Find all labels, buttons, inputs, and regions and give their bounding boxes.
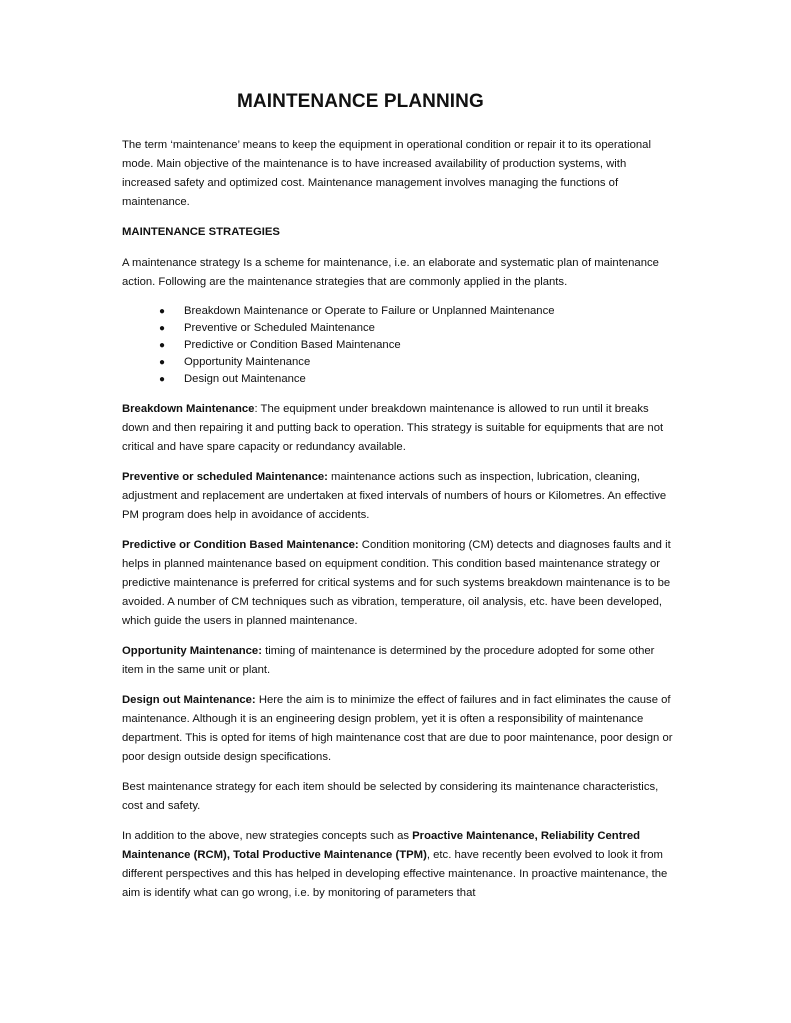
opportunity-label: Opportunity Maintenance: — [122, 645, 262, 657]
preventive-label: Preventive or scheduled Maintenance: — [122, 471, 328, 483]
opportunity-text: timing of maintenance is determined by the procedure adopted for some other item in the same unit or plant. — [122, 645, 655, 676]
strategies-intro-paragraph: A maintenance strategy Is a scheme for maintenance, i.e. an elaborate and systematic plan of maintenance action. Following are the maintenance strategies that are commonly applied in the plants. — [122, 257, 659, 288]
best-strategy-paragraph: Best maintenance strategy for each item should be selected by considering its maintenance characteristics, cost and safety. — [122, 781, 659, 812]
design-out-text: Here the aim is to minimize the effect of failures and in fact eliminates the cause of maintenance. Although it is an engineering design problem, yet it is often a responsibility of maintenance department. This is opted for items of high maintenance cost that are due to poor maintenance, poor design or poor design outside design specifications. — [122, 694, 673, 763]
new-strategies-rest: , etc. have recently been evolved to look it from different perspectives and this has helped in developing effective maintenance. In proactive maintenance, the aim is identify what can go wrong, i.e. by monitoring of parameters that — [122, 849, 668, 899]
document-page — [122, 88, 674, 914]
preventive-text: maintenance actions such as inspection, lubrication, cleaning, adjustment and replacement are undertaken at fixed intervals of numbers of hours or Kilometres. An effective PM program does help in avoidance of accidents. — [122, 471, 667, 521]
list-item: ● Opportunity Maintenance — [122, 354, 674, 371]
list-item: ● Design out Maintenance — [122, 371, 674, 388]
predictive-label: Predictive or Condition Based Maintenance: — [122, 539, 359, 551]
new-strategies-paragraph — [122, 827, 674, 903]
page-title: MAINTENANCE PLANNING — [237, 91, 484, 112]
new-strategies-lead: In addition to the above, new strategies concepts such as — [122, 830, 413, 842]
new-strategies-bold: Proactive Maintenance, Reliability Centred Maintenance (RCM), Total Productive Maintenance (TPM) — [122, 830, 641, 861]
predictive-text: Condition monitoring (CM) detects and diagnoses faults and it helps in planned maintenance based on equipment condition. This condition based maintenance strategy or predictive maintenance is preferred for critical systems and for such systems breakdown maintenance is to be avoided. A number of CM techniques such as vibration, temperature, oil analysis, etc. have been developed, which guide the users in planned maintenance. — [122, 539, 671, 627]
list-item: ● Predictive or Condition Based Maintenance — [122, 337, 674, 354]
intro-paragraph: The term ‘maintenance’ means to keep the equipment in operational condition or repair it to its operational mode. Main objective of the maintenance is to have increased availability of production systems, with increased safety and optimized cost. Maintenance management involves managing the functions of maintenance. — [122, 139, 651, 208]
preventive-paragraph — [122, 468, 674, 525]
design-out-label: Design out Maintenance: — [122, 694, 256, 706]
bullet-icon: ● — [159, 340, 166, 351]
bullet-icon: ● — [159, 357, 166, 368]
breakdown-label: Breakdown Maintenance — [122, 403, 255, 415]
opportunity-paragraph — [122, 642, 674, 680]
strategies-heading: MAINTENANCE STRATEGIES — [122, 226, 280, 238]
bullet-icon: ● — [159, 374, 166, 385]
bullet-icon: ● — [159, 306, 166, 317]
breakdown-text: : The equipment under breakdown maintenance is allowed to run until it breaks down and then repairing it and putting back to operation. This strategy is suitable for equipments that are not critical and have spare capacity or redundancy available. — [122, 403, 664, 453]
list-item: ● Breakdown Maintenance or Operate to Failure or Unplanned Maintenance — [122, 303, 674, 320]
predictive-paragraph — [122, 536, 674, 631]
bullet-icon: ● — [159, 323, 166, 334]
strategies-list — [122, 303, 674, 388]
design-out-paragraph — [122, 691, 674, 767]
breakdown-paragraph — [122, 400, 674, 457]
list-item: ● Preventive or Scheduled Maintenance — [122, 320, 674, 337]
